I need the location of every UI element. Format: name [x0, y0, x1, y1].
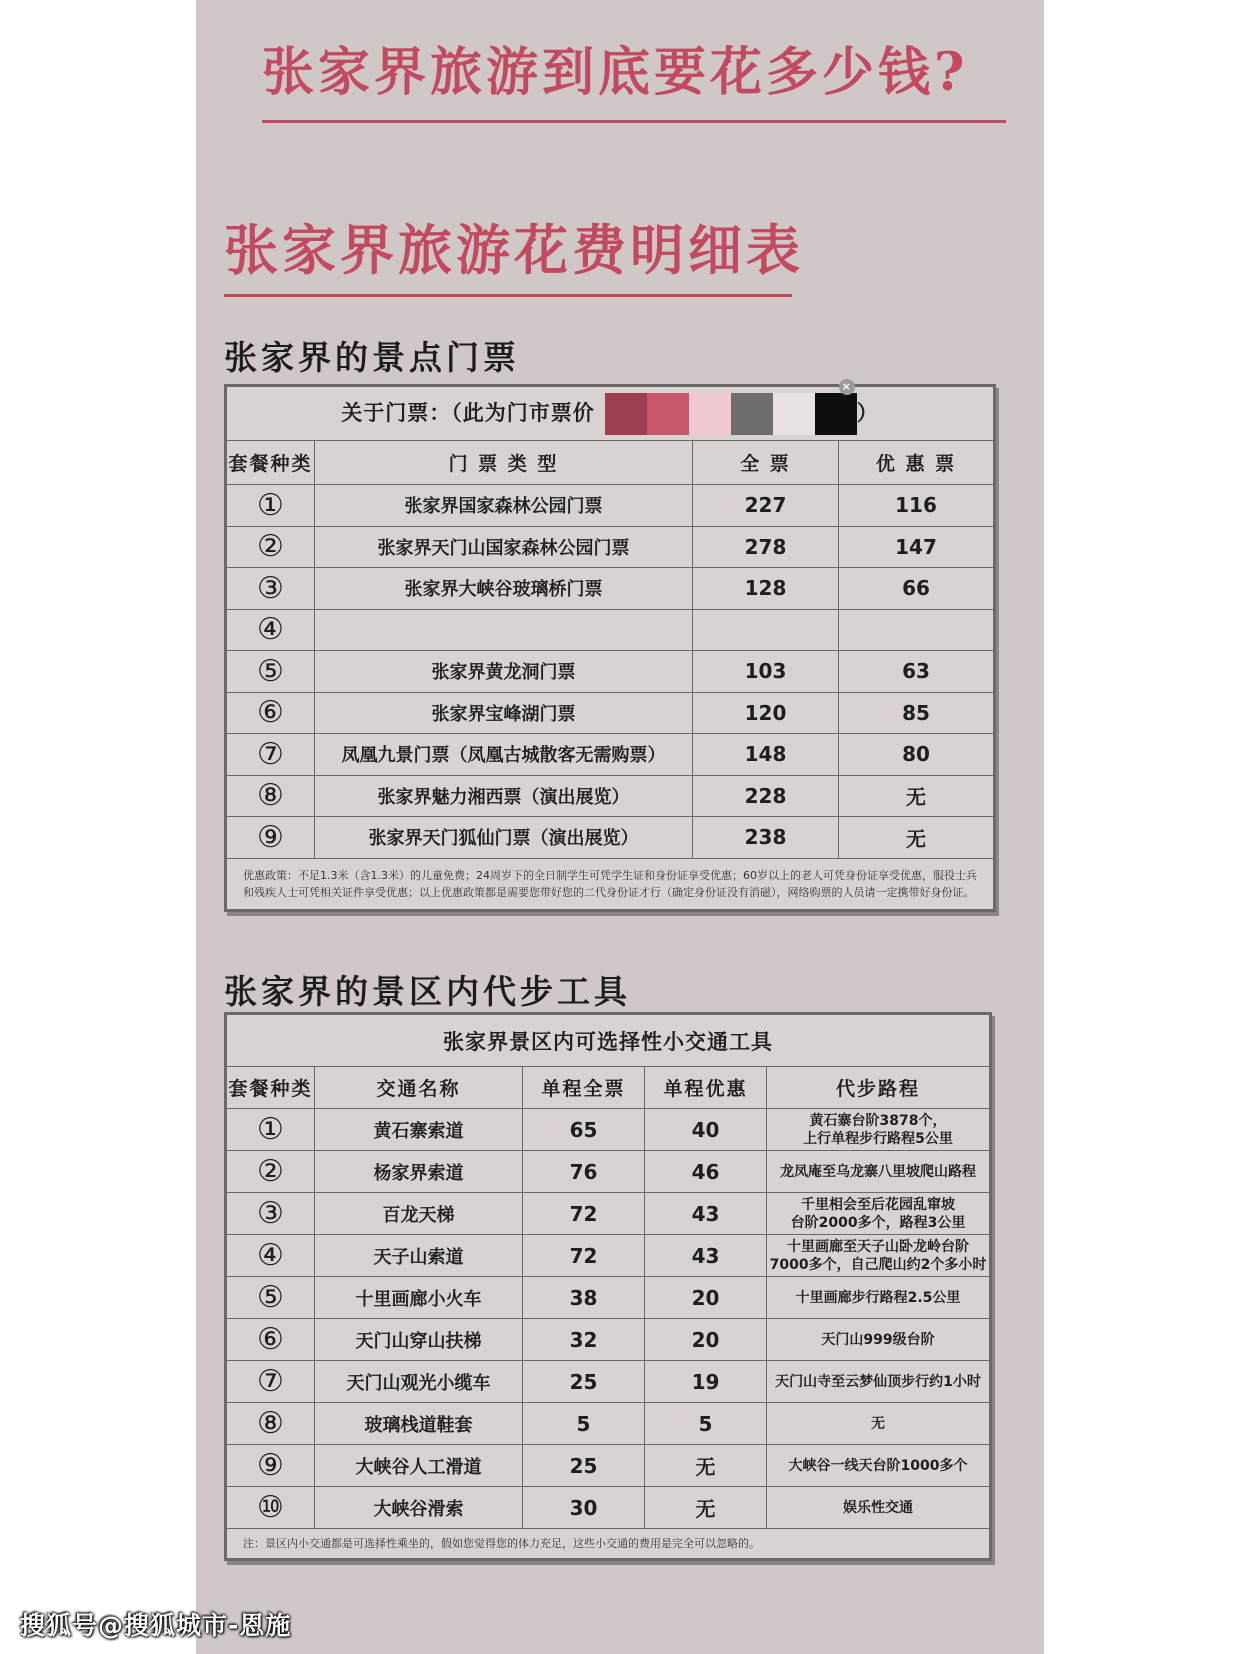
- tickets-caption-row: [227, 387, 994, 441]
- route-desc: 天门山寺至云梦仙顶步行约1小时: [767, 1361, 990, 1403]
- table-row: [227, 651, 994, 693]
- row-number: ⑦: [227, 1361, 315, 1403]
- oneway-full: 65: [523, 1109, 645, 1151]
- row-number: ⑤: [227, 651, 315, 693]
- subtitle-rule: [224, 294, 792, 297]
- transport-header-row: [227, 1067, 990, 1109]
- row-number: ③: [227, 1193, 315, 1235]
- ticket-name: 张家界宝峰湖门票: [315, 692, 693, 734]
- transport-name: 百龙天梯: [315, 1193, 523, 1235]
- discount-price: 66: [839, 568, 994, 610]
- route-desc: 天门山999级台阶: [767, 1319, 990, 1361]
- route-desc: 无: [767, 1403, 990, 1445]
- row-number: ②: [227, 526, 315, 568]
- transport-name: 大峡谷人工滑道: [315, 1445, 523, 1487]
- table-row: [227, 1487, 990, 1529]
- ticket-name: 张家界国家森林公园门票: [315, 485, 693, 527]
- table-row: [227, 568, 994, 610]
- table-row: [227, 1109, 990, 1151]
- transport-section-title: 张家界的景区内代步工具: [224, 972, 631, 1011]
- discount-price: 116: [839, 485, 994, 527]
- oneway-discount: 20: [645, 1319, 767, 1361]
- route-desc: 大峡谷一线天台阶1000多个: [767, 1445, 990, 1487]
- route-desc: 黄石寨台阶3878个， 上行单程步行路程5公里: [767, 1109, 990, 1151]
- tickets-section-title: 张家界的景点门票: [224, 338, 520, 377]
- row-number: ②: [227, 1151, 315, 1193]
- watermark: 搜狐号@搜狐城市-恩施: [20, 1611, 292, 1640]
- table-row: [227, 1193, 990, 1235]
- row-number: ④: [227, 1235, 315, 1277]
- table-row: [227, 1319, 990, 1361]
- table-row: [227, 775, 994, 817]
- header-oneway-full: 单程全票: [523, 1067, 645, 1109]
- tickets-table: [226, 379, 994, 910]
- table-row: [227, 526, 994, 568]
- discount-price: 63: [839, 651, 994, 693]
- full-price: 238: [693, 817, 839, 859]
- transport-table-box: [224, 1012, 992, 1561]
- close-icon[interactable]: ×: [839, 379, 855, 395]
- color-swatch: [773, 393, 815, 435]
- header-package: 套餐种类: [227, 441, 315, 485]
- header-ticket-type: 门 票 类 型: [315, 441, 693, 485]
- row-number: ⑤: [227, 1277, 315, 1319]
- transport-note: 注：景区内小交通都是可选择性乘坐的，假如您觉得您的体力充足，这些小交通的费用是完全可以忽略的。: [227, 1529, 990, 1559]
- oneway-full: 72: [523, 1235, 645, 1277]
- table-row: [227, 1151, 990, 1193]
- tickets-caption-end: ）: [856, 400, 879, 425]
- oneway-full: 25: [523, 1445, 645, 1487]
- full-price: 103: [693, 651, 839, 693]
- transport-name: 天子山索道: [315, 1235, 523, 1277]
- ticket-name: 张家界大峡谷玻璃桥门票: [315, 568, 693, 610]
- transport-note-row: [227, 1529, 990, 1559]
- transport-name: 十里画廊小火车: [315, 1277, 523, 1319]
- transport-caption-row: [227, 1015, 990, 1067]
- transport-table: [226, 1014, 990, 1559]
- oneway-discount: 19: [645, 1361, 767, 1403]
- tickets-note-row: [227, 858, 994, 909]
- transport-name: 黄石寨索道: [315, 1109, 523, 1151]
- transport-name: 玻璃栈道鞋套: [315, 1403, 523, 1445]
- full-price: 227: [693, 485, 839, 527]
- row-number: ⑩: [227, 1487, 315, 1529]
- ticket-name: [315, 609, 693, 651]
- route-desc: 千里相会至后花园乱窜坡 台阶2000多个，路程3公里: [767, 1193, 990, 1235]
- tickets-body: [227, 485, 994, 859]
- oneway-full: 30: [523, 1487, 645, 1529]
- color-swatch: [815, 393, 857, 435]
- oneway-discount: 43: [645, 1193, 767, 1235]
- row-number: ④: [227, 609, 315, 651]
- ticket-name: 张家界魅力湘西票（演出展览）: [315, 775, 693, 817]
- oneway-discount: 无: [645, 1487, 767, 1529]
- full-price: 278: [693, 526, 839, 568]
- row-number: ⑦: [227, 734, 315, 776]
- ticket-name: 张家界黄龙洞门票: [315, 651, 693, 693]
- full-price: 128: [693, 568, 839, 610]
- transport-body: [227, 1109, 990, 1529]
- table-row: [227, 1403, 990, 1445]
- discount-price: 无: [839, 775, 994, 817]
- route-desc: 十里画廊至天子山卧龙岭台阶 7000多个，自己爬山约2个多小时: [767, 1235, 990, 1277]
- row-number: ⑥: [227, 1319, 315, 1361]
- table-row: [227, 485, 994, 527]
- oneway-full: 38: [523, 1277, 645, 1319]
- ticket-name: 张家界天门山国家森林公园门票: [315, 526, 693, 568]
- discount-price: [839, 609, 994, 651]
- oneway-full: 32: [523, 1319, 645, 1361]
- route-desc: 龙凤庵至乌龙寨八里坡爬山路程: [767, 1151, 990, 1193]
- row-number: ①: [227, 1109, 315, 1151]
- tickets-caption: 关于门票：（此为门市票价: [341, 400, 595, 425]
- row-number: ③: [227, 568, 315, 610]
- table-row: [227, 1277, 990, 1319]
- row-number: ①: [227, 485, 315, 527]
- oneway-discount: 46: [645, 1151, 767, 1193]
- color-swatches: [605, 379, 857, 435]
- transport-name: 大峡谷滑索: [315, 1487, 523, 1529]
- tickets-table-box: [224, 379, 996, 912]
- tickets-header-row: [227, 441, 994, 485]
- table-row: [227, 817, 994, 859]
- header-oneway-discount: 单程优惠: [645, 1067, 767, 1109]
- oneway-full: 76: [523, 1151, 645, 1193]
- row-number: ⑨: [227, 817, 315, 859]
- subtitle: 张家界旅游花费明细表: [224, 218, 804, 282]
- oneway-discount: 无: [645, 1445, 767, 1487]
- table-row: [227, 609, 994, 651]
- row-number: ⑥: [227, 692, 315, 734]
- color-swatch: [731, 393, 773, 435]
- header-route: 代步路程: [767, 1067, 990, 1109]
- oneway-discount: 43: [645, 1235, 767, 1277]
- main-title-rule: [262, 120, 1006, 123]
- row-number: ⑨: [227, 1445, 315, 1487]
- ticket-name: 张家界天门狐仙门票（演出展览）: [315, 817, 693, 859]
- ticket-name: 凤凰九景门票（凤凰古城散客无需购票）: [315, 734, 693, 776]
- infographic-page: [196, 0, 1044, 1654]
- oneway-discount: 5: [645, 1403, 767, 1445]
- full-price: 148: [693, 734, 839, 776]
- discount-price: 85: [839, 692, 994, 734]
- oneway-full: 25: [523, 1361, 645, 1403]
- color-swatch: [689, 393, 731, 435]
- oneway-discount: 40: [645, 1109, 767, 1151]
- oneway-full: 72: [523, 1193, 645, 1235]
- color-swatch: [647, 393, 689, 435]
- header-discount-ticket: 优 惠 票: [839, 441, 994, 485]
- tickets-note: 优惠政策：不足1.3米（含1.3米）的儿童免费；24周岁下的全日制学生可凭学生证和身份证享受优惠；60岁以上的老人可凭身份证享受优惠，服役士兵和残疾人士可凭相关证件享受优惠；以上优惠政策都是需要您带好您的二代身份证才行（确定身份证没有消磁），网络购票的人员请一定携带好身份证。: [227, 858, 994, 909]
- route-desc: 娱乐性交通: [767, 1487, 990, 1529]
- color-swatch: [605, 393, 647, 435]
- main-title: 张家界旅游到底要花多少钱?: [262, 42, 969, 103]
- full-price: [693, 609, 839, 651]
- transport-caption: 张家界景区内可选择性小交通工具: [227, 1015, 990, 1067]
- row-number: ⑧: [227, 775, 315, 817]
- header-full-ticket: 全 票: [693, 441, 839, 485]
- header-transport-name: 交通名称: [315, 1067, 523, 1109]
- route-desc: 十里画廊步行路程2.5公里: [767, 1277, 990, 1319]
- discount-price: 147: [839, 526, 994, 568]
- transport-name: 天门山观光小缆车: [315, 1361, 523, 1403]
- discount-price: 80: [839, 734, 994, 776]
- header-package: 套餐种类: [227, 1067, 315, 1109]
- table-row: [227, 1235, 990, 1277]
- table-row: [227, 1445, 990, 1487]
- oneway-discount: 20: [645, 1277, 767, 1319]
- discount-price: 无: [839, 817, 994, 859]
- full-price: 120: [693, 692, 839, 734]
- full-price: 228: [693, 775, 839, 817]
- transport-name: 天门山穿山扶梯: [315, 1319, 523, 1361]
- table-row: [227, 1361, 990, 1403]
- oneway-full: 5: [523, 1403, 645, 1445]
- transport-name: 杨家界索道: [315, 1151, 523, 1193]
- table-row: [227, 692, 994, 734]
- table-row: [227, 734, 994, 776]
- row-number: ⑧: [227, 1403, 315, 1445]
